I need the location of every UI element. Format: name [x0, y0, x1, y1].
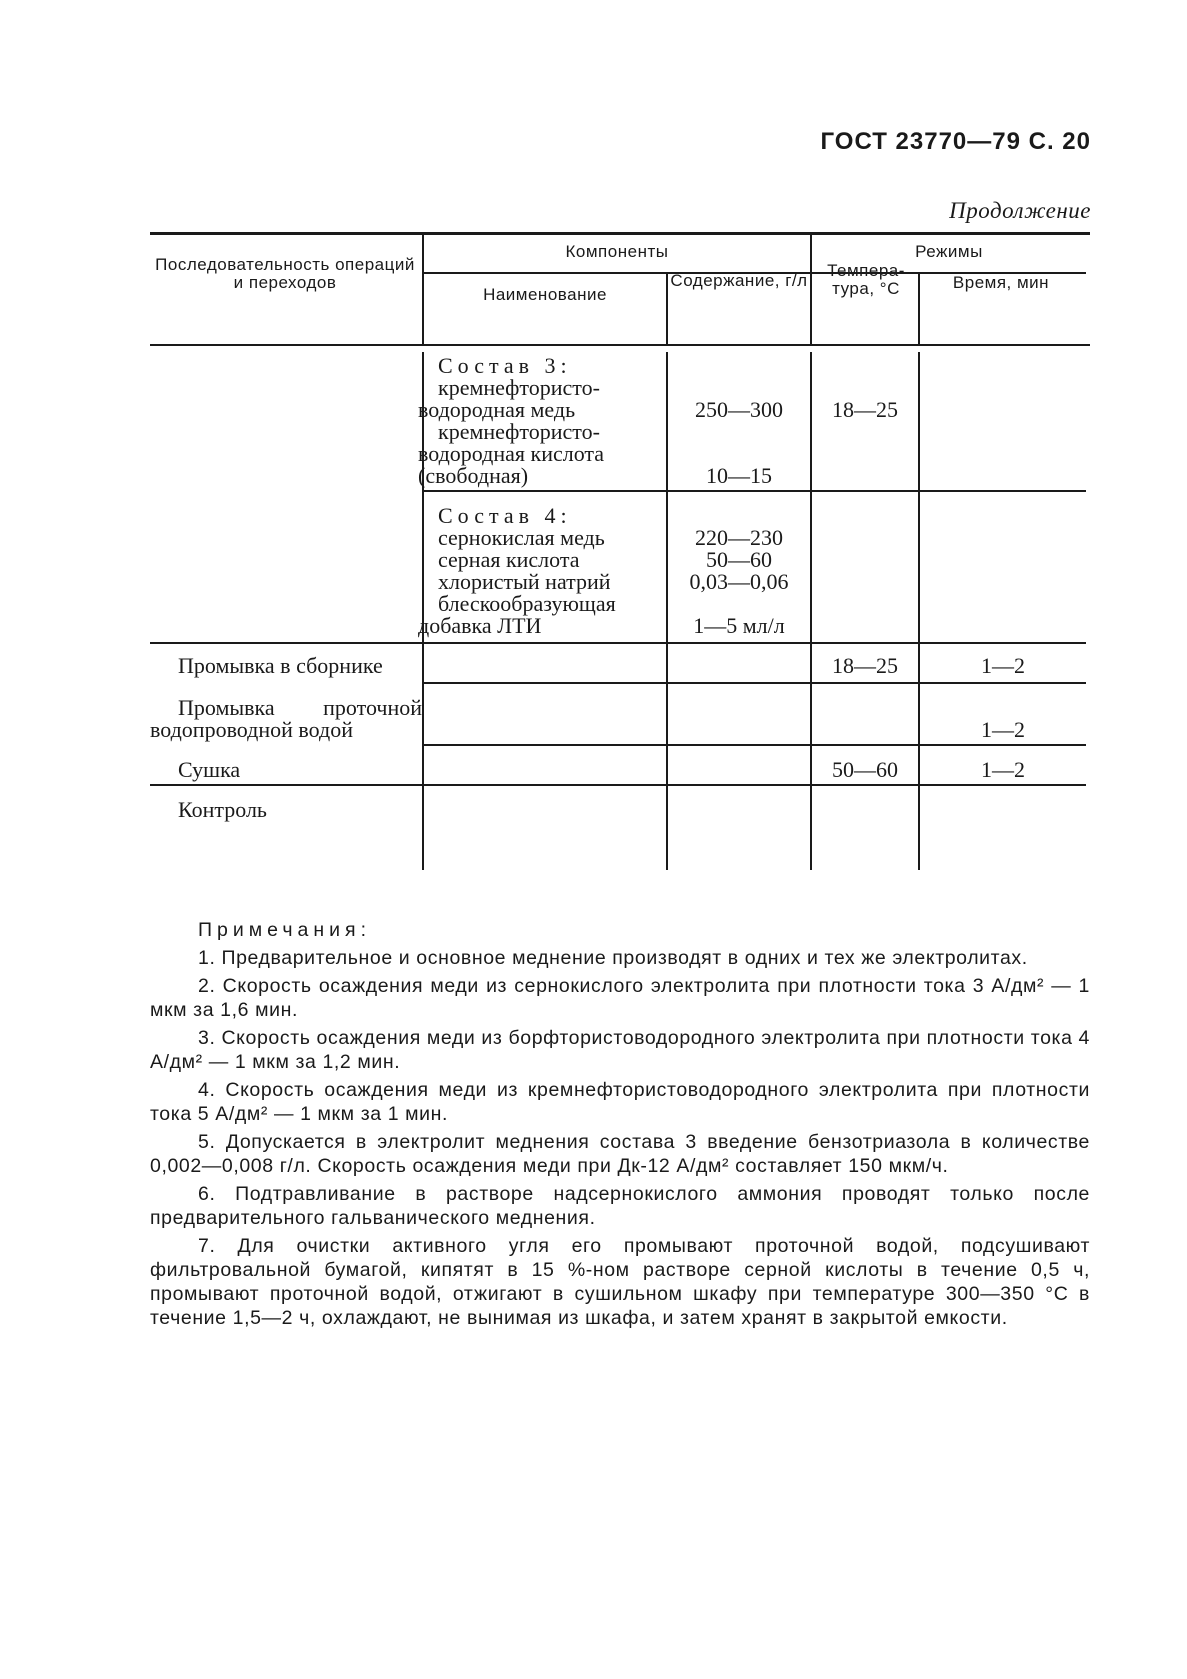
body-vline-4 [918, 352, 920, 870]
composition3-value-1: 250—300 [695, 397, 783, 422]
row-1-operation: Промывка в сборнике [178, 653, 383, 678]
composition4-line-5: добавка ЛТИ [418, 613, 542, 638]
document-header: ГОСТ 23770—79 С. 20 [820, 128, 1091, 155]
header-vline-4 [918, 272, 920, 345]
row-2-operation-line-1: Промывка проточной [178, 695, 422, 720]
composition3-temperature: 18—25 [832, 397, 898, 422]
header-bottom-rule [150, 344, 1090, 346]
composition4-line-4: блескообразующая [438, 591, 616, 616]
composition4-title: Состав 4: [438, 503, 572, 528]
composition3-line-5: (свободная) [418, 463, 529, 488]
composition4-line-2: серная кислота [438, 547, 580, 572]
rule-after-row-1 [424, 682, 1086, 684]
row-2-time: 1—2 [981, 717, 1025, 742]
rule-after-composition3-mid [424, 490, 666, 492]
row-1-temperature: 18—25 [832, 653, 898, 678]
row-2-operation-line-2: водопроводной водой [150, 717, 353, 742]
composition4-line-1: сернокислая медь [438, 525, 605, 550]
composition3-value-2: 10—15 [706, 463, 772, 488]
continuation-label: Продолжение [949, 198, 1091, 223]
header-temperature: Темпера-тура, °С [827, 261, 905, 298]
body-vline-3 [810, 352, 812, 870]
note-7: 7. Для очистки активного угля его промывают проточной водой, подсушивают фильтровальной бумагой, кипятят в 15 %-ном растворе серной кислоты в течение 0,5 ч, промывают проточной водой, отжигают в сушильном шкафу при температуре 300—350 °С в течение 1,5—2 ч, охлаждают, не вынимая из шкафа, и затем хранят в закрытой емкости. [150, 1235, 1090, 1329]
rule-after-row-2 [424, 744, 1086, 746]
rule-after-composition4 [150, 642, 1086, 644]
notes-title: Примечания: [198, 919, 371, 941]
header-name: Наименование [483, 285, 607, 304]
row-1-time: 1—2 [981, 653, 1025, 678]
composition3-line-1: кремнефтористо- [438, 375, 600, 400]
header-content: Содержание, г/л [670, 271, 808, 290]
composition4-value-4: 1—5 мл/л [693, 613, 785, 638]
process-table [150, 232, 1090, 872]
composition3-line-2: водородная медь [418, 397, 576, 422]
header-sequence: Последовательность операций и переходов [155, 255, 415, 292]
note-4: 4. Скорость осаждения меди из кремнефтористоводородного электролита при плотности тока 5 А/дм² — 1 мкм за 1 мин. [150, 1079, 1090, 1125]
composition3-title: Состав 3: [438, 353, 572, 378]
body-vline-2 [666, 352, 668, 870]
header-time: Время, мин [952, 273, 1050, 292]
header-modes: Режимы [915, 242, 983, 261]
composition4-value-3: 0,03—0,06 [689, 569, 789, 594]
header-components: Компоненты [565, 242, 669, 261]
rule-after-row-3 [150, 784, 1086, 786]
row-4-operation: Контроль [178, 797, 267, 822]
composition4-line-3: хлористый натрий [438, 569, 611, 594]
note-1: 1. Предварительное и основное меднение производят в одних и тех же электролитах. [198, 947, 1028, 969]
body-vline-1 [422, 352, 424, 870]
row-3-operation: Сушка [178, 757, 241, 782]
note-3: 3. Скорость осаждения меди из борфтористоводородного электролита при плотности тока 4 А/дм² — 1 мкм за 1,2 мин. [150, 1027, 1090, 1073]
note-5: 5. Допускается в электролит меднения состава 3 введение бензотриазола в количестве 0,002—0,008 г/л. Скорость осаждения меди при Дк-12 А/дм² составляет 150 мкм/ч. [150, 1131, 1090, 1177]
notes-section [150, 918, 1090, 1334]
composition3-line-3: кремнефтористо- [438, 419, 600, 444]
rule-after-composition3-right [668, 490, 1086, 492]
row-3-time: 1—2 [981, 757, 1025, 782]
note-2: 2. Скорость осаждения меди из сернокислого электролита при плотности тока 3 А/дм² — 1 мкм за 1,6 мин. [150, 975, 1090, 1021]
row-3-temperature: 50—60 [832, 757, 898, 782]
composition4-value-2: 50—60 [706, 547, 772, 572]
note-6: 6. Подтравливание в растворе надсернокислого аммония проводят только после предварительного гальванического меднения. [150, 1183, 1090, 1229]
composition4-value-1: 220—230 [695, 525, 783, 550]
composition3-line-4: водородная кислота [418, 441, 605, 466]
